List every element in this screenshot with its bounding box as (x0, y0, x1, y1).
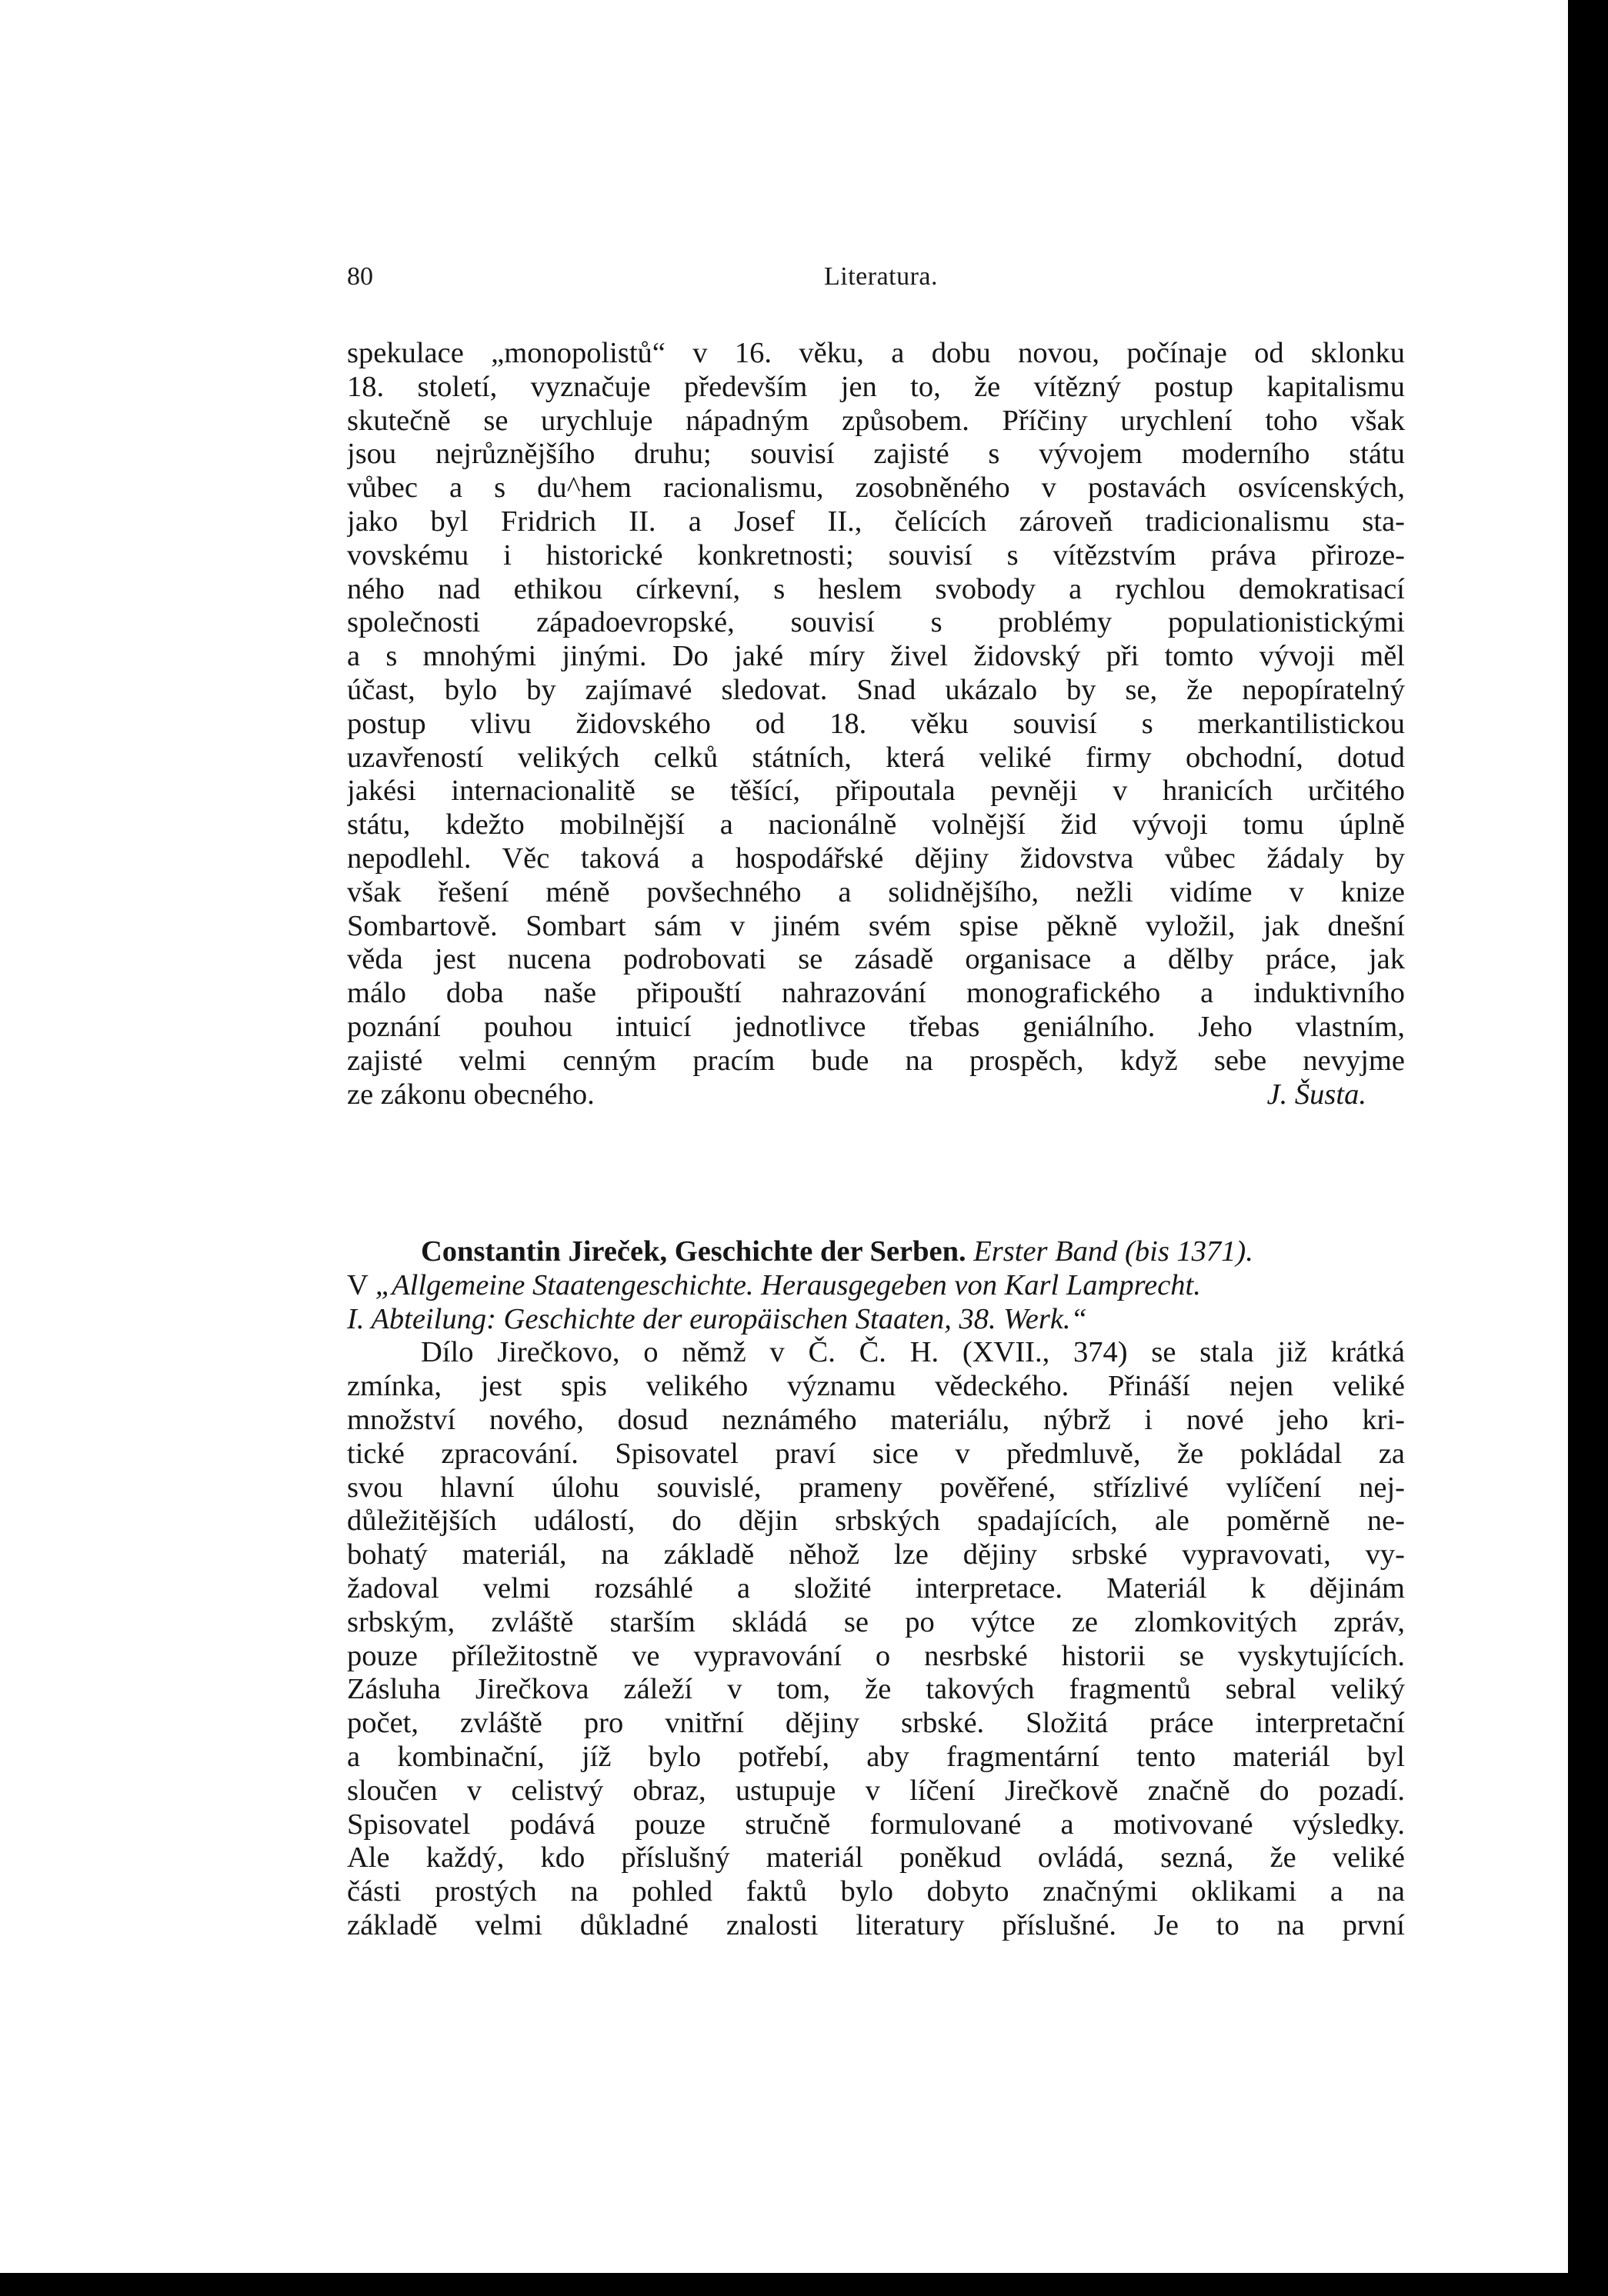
text-line: zajisté velmi cenným pracím bude na prospěch, když sebe nevyjme (347, 1044, 1405, 1077)
text-line: Dílo Jirečkovo, o němž v Č. Č. H. (XVII., 374) se stala již krátká (421, 1336, 1405, 1369)
review-author: Constantin Jireček, (421, 1235, 668, 1268)
text-line: jakési internacionalitě se těšící, připoutala pevněji v hranicích určitého (347, 775, 1405, 808)
text-line: Spisovatel podává pouze stručně formulované a motivované výsledky. (347, 1808, 1405, 1841)
text-line: a s mnohými jinými. Do jaké míry živel židovský při tomto vývoji měl (347, 640, 1405, 673)
review-1-body (347, 337, 1405, 1111)
closing-text: ze zákonu obecného. (347, 1078, 595, 1111)
text-line: vovskému i historické konkretnosti; souvisí s vítězstvím práva přiroze- (347, 538, 1405, 572)
text-line: poznání pouhou intuicí jednotlivce třebas geniálního. Jeho vlastním, (347, 1010, 1405, 1043)
text-line: nepodlehl. Věc taková a hospodářské dějiny židovstva vůbec žádaly by (347, 841, 1405, 875)
review-2 (347, 1235, 1405, 1943)
running-title: Literatura. (824, 262, 939, 291)
running-header (347, 262, 1424, 296)
text-line: spekulace „monopolistů“ v 16. věku, a dobu novou, počínaje od sklonku (347, 337, 1405, 369)
text-line: státu, kdežto mobilnější a nacionálně volnější žid vývoji tomu úplně (347, 808, 1405, 841)
text-line: však řešení méně povšechného a solidnějšího, nežli vidíme v knize (347, 875, 1405, 908)
text-line: málo doba naše připouští nahrazování monografického a induktivního (347, 977, 1405, 1010)
text-line: věda jest nucena podrobovati se zásadě organisace a dělby práce, jak (347, 943, 1405, 976)
signature: J. Šusta. (1266, 1078, 1366, 1111)
text-line: jsou nejrůznějšího druhu; souvisí zajisté s vývojem moderního státu (347, 438, 1405, 471)
text-line: sloučen v celistvý obraz, ustupuje v líčení Jirečkově značně do pozadí. (347, 1774, 1405, 1807)
review-book-title: Geschichte der Serben. (674, 1235, 966, 1268)
text-line: společnosti západoevropské, souvisí s problémy populationistickými (347, 606, 1405, 639)
text-line: zmínka, jest spis velikého významu vědeckého. Přináší nejen veliké (347, 1370, 1405, 1403)
series-prefix: V (347, 1268, 369, 1301)
text-line: počet, zvláště pro vnitřní dějiny srbské. Složitá práce interpretační (347, 1707, 1405, 1740)
text-line: jako byl Fridrich II. a Josef II., čelících zároveň tradicionalismu sta- (347, 505, 1405, 538)
text-line: postup vlivu židovského od 18. věku souvisí s merkantilistickou (347, 707, 1405, 740)
text-line: množství nového, dosud neznámého materiálu, nýbrž i nové jeho kri- (347, 1403, 1405, 1436)
text-line: a kombinační, jíž bylo potřebí, aby fragmentární tento materiál byl (347, 1740, 1405, 1773)
text-line: uzavřeností velikých celků státních, která veliké firmy obchodní, dotud (347, 741, 1405, 774)
text-line: důležitějších událostí, do dějin srbských spadajících, ale poměrně ne- (347, 1505, 1405, 1538)
closing-row (347, 1078, 1405, 1112)
text-line: ného nad ethikou církevní, s heslem svobody a rychlou demokratisací (347, 572, 1405, 605)
text-line: účast, bylo by zajímavé sledovat. Snad ukázalo by se, že nepopíratelný (347, 673, 1405, 706)
text-line: bohatý materiál, na základě něhož lze dějiny srbské vypravovati, vy- (347, 1538, 1405, 1571)
text-line: části prostých na pohled faktů bylo dobyto značnými oklikami a na (347, 1875, 1405, 1908)
text-line: pouze příležitostně ve vypravování o nesrbské historii se vyskytujících. (347, 1639, 1405, 1672)
text-line: základě velmi důkladné znalosti literatury příslušné. Je to na první (347, 1908, 1405, 1941)
series-name: „Allgemeine Staatengeschichte. Herausgegeben von Karl Lamprecht. (375, 1268, 1201, 1301)
text-line: tické zpracování. Spisovatel praví sice v předmluvě, že pokládal za (347, 1437, 1405, 1470)
text-line: srbským, zvláště starším skládá se po výtce ze zlomkovitých zpráv, (347, 1605, 1405, 1638)
text-line: Zásluha Jirečkova záleží v tom, že takových fragmentů sebral veliký (347, 1673, 1405, 1706)
text-line: žadoval velmi rozsáhlé a složité interpretace. Materiál k dějinám (347, 1571, 1405, 1605)
review-edition: Erster Band (bis 1371). (973, 1235, 1253, 1268)
scan-edge-right (1568, 0, 1608, 2296)
scan-edge-bottom (0, 2273, 1608, 2296)
review-heading-line-2 (347, 1269, 1405, 1303)
text-line: Ale každý, kdo příslušný materiál poněkud ovládá, sezná, že veliké (347, 1841, 1405, 1874)
text-line: skutečně se urychluje nápadným způsobem. Příčiny urychlení toho však (347, 404, 1405, 437)
series-part: I. Abteilung: Geschichte der europäischen Staaten, 38. Werk.“ (347, 1302, 1087, 1335)
text-line: vůbec a s du^hem racionalismu, zosobněného v postavách osvícenských, (347, 472, 1405, 505)
review-heading-line-1 (347, 1235, 1405, 1269)
text-line: 18. století, vyznačuje především jen to, že vítězný postup kapitalismu (347, 370, 1405, 403)
page-number: 80 (347, 262, 373, 291)
text-line: Sombartově. Sombart sám v jiném svém spise pěkně vyložil, jak dnešní (347, 909, 1405, 942)
text-line: svou hlavní úlohu souvislé, prameny pověřené, střízlivé vylíčení nej- (347, 1471, 1405, 1504)
